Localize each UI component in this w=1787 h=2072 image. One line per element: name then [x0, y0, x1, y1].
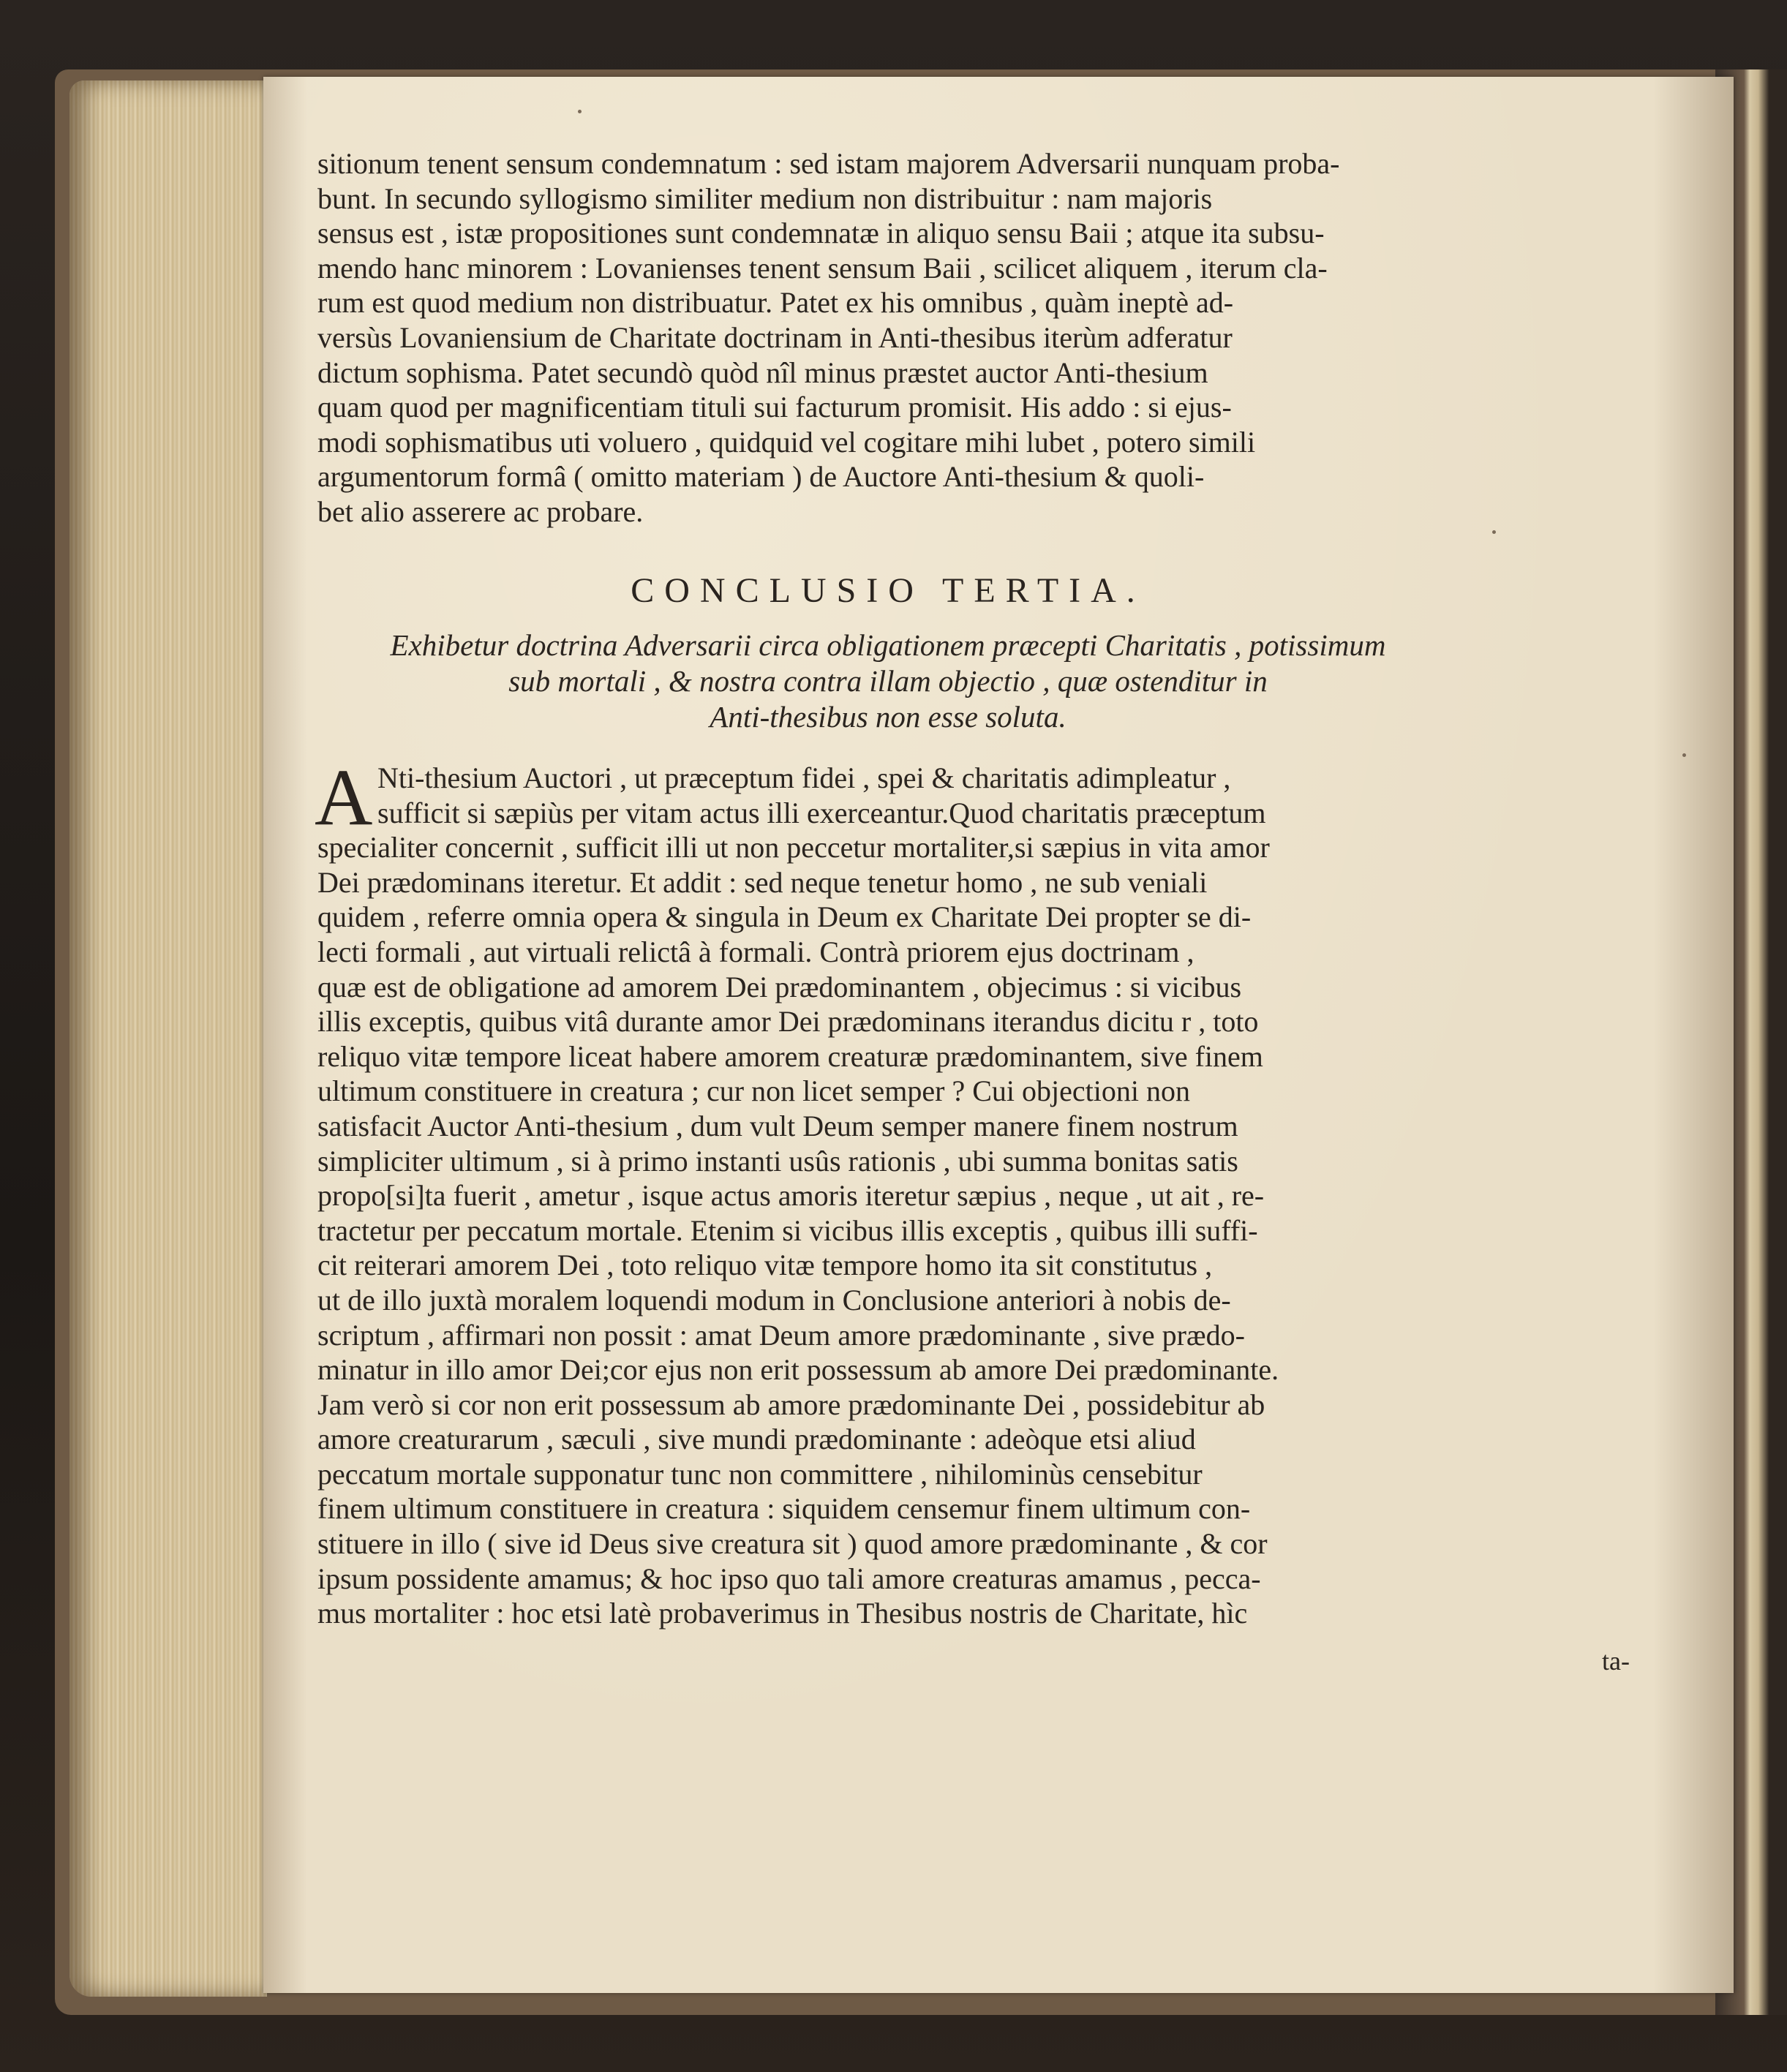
text-line: illis exceptis, quibus vitâ durante amor Dei prædominans iterandus dicitu r , toto — [317, 1005, 1259, 1039]
section-subtitle — [317, 628, 1459, 735]
text-line: lecti formali , aut virtuali relictâ à formali. Contrà priorem ejus doctrinam , — [317, 935, 1195, 968]
text-line: Dei prædominans iteretur. Et addit : sed neque tenetur homo , ne sub veniali — [317, 865, 1208, 899]
text-line: sitionum tenent sensum condemnatum : sed istam majorem Adversarii nunquam proba- — [317, 147, 1340, 180]
text-line: versùs Lovaniensium de Charitate doctrinam in Anti-thesibus iterùm adferatur — [317, 320, 1233, 354]
text-line: bunt. In secundo syllogismo similiter medium non distribuitur : nam majoris — [317, 181, 1213, 215]
ink-speck — [1682, 753, 1686, 757]
text-line: ultimum constituere in creatura ; cur non licet semper ? Cui objectioni non — [317, 1074, 1190, 1108]
text-line: ipsum possidente amamus; & hoc ipso quo tali amore creaturas amamus , pecca- — [317, 1561, 1261, 1595]
text-line: mendo hanc minorem : Lovanienses tenent sensum Baii , scilicet aliquem , iterum cla- — [317, 251, 1328, 285]
text-line: simpliciter ultimum , si à primo instanti usûs rationis , ubi summa bonitas satis — [317, 1144, 1238, 1178]
catchword: ta- — [1602, 1646, 1630, 1676]
top-paragraph — [317, 146, 1459, 530]
text-line: argumentorum formâ ( omitto materiam ) de Auctore Anti-thesium & quoli- — [317, 460, 1205, 494]
text-line: ut de illo juxtà moralem loquendi modum in Conclusione anteriori à nobis de- — [317, 1283, 1231, 1316]
text-line: modi sophismatibus uti voluero , quidquid vel cogitare mihi lubet , potero simili — [317, 425, 1256, 459]
text-line: satisfacit Auctor Anti-thesium , dum vult Deum semper manere finem nostrum — [317, 1109, 1238, 1142]
text-line: stituere in illo ( sive id Deus sive creatura sit ) quod amore prædominante , & cor — [317, 1527, 1268, 1561]
text-line: cit reiterari amorem Dei , toto reliquo vitæ tempore homo ita sit constitutus , — [317, 1248, 1213, 1282]
page-edges — [69, 80, 267, 1997]
text-line: propo[si]ta fuerit , ametur , isque actus amoris iteretur sæpius , neque , ut ait , re- — [317, 1179, 1265, 1213]
drop-cap: A — [315, 753, 373, 842]
main-paragraph — [315, 753, 1459, 1631]
text-line: Nti-thesium Auctori , ut præceptum fidei , spei & charitatis adimpleatur , — [377, 761, 1231, 794]
text-line: peccatum mortale supponatur tunc non committere , nihilominùs censebitur — [317, 1457, 1203, 1491]
text-line: sensus est , istæ propositiones sunt condemnatæ in aliquo sensu Baii ; atque ita subsu- — [317, 216, 1325, 250]
text-line: minatur in illo amor Dei;cor ejus non erit possessum ab amore Dei prædominante. — [317, 1353, 1279, 1387]
subtitle-line: Exhibetur doctrina Adversarii circa obligationem præcepti Charitatis , potissimum — [390, 628, 1386, 662]
text-line: rum est quod medium non distribuatur. Patet ex his omnibus , quàm ineptè ad- — [317, 286, 1234, 320]
subtitle-line: Anti-thesibus non esse soluta. — [710, 700, 1066, 734]
text-line: reliquo vitæ tempore liceat habere amorem creaturæ prædominantem, sive finem — [317, 1039, 1263, 1073]
text-line: Jam verò si cor non erit possessum ab amore prædominante Dei , possidebitur ab — [317, 1387, 1265, 1421]
text-line: bet alio asserere ac probare. — [317, 494, 644, 528]
text-line: quam quod per magnificentiam tituli sui facturum promisit. His addo : si ejus- — [317, 391, 1232, 424]
section-heading: CONCLUSIO TERTIA. — [631, 571, 1145, 610]
text-line: quæ est de obligatione ad amorem Dei prædominantem , objecimus : si vicibus — [317, 970, 1242, 1003]
text-line: amore creaturarum , sæculi , sive mundi prædominante : adeòque etsi aliud — [317, 1423, 1196, 1456]
text-line: quidem , referre omnia opera & singula in Deum ex Charitate Dei propter se di- — [317, 900, 1252, 934]
text-line: specialiter concernit , sufficit illi ut non peccetur mortaliter,si sæpius in vita amor — [317, 831, 1270, 864]
text-line: dictum sophisma. Patet secundò quòd nîl minus præstet auctor Anti-thesium — [317, 355, 1208, 389]
ink-speck — [578, 110, 582, 113]
subtitle-line: sub mortali , & nostra contra illam objectio , quæ ostenditur in — [508, 664, 1268, 698]
ink-speck — [1492, 530, 1496, 534]
text-line: tractetur per peccatum mortale. Etenim si vicibus illis exceptis , quibus illi suffi- — [317, 1213, 1258, 1247]
text-line: finem ultimum constituere in creatura : siquidem censemur finem ultimum con- — [317, 1492, 1251, 1526]
text-line: mus mortaliter : hoc etsi latè probaverimus in Thesibus nostris de Charitate, hìc — [317, 1597, 1248, 1630]
text-line: sufficit si sæpiùs per vitam actus illi exerceantur.Quod charitatis præceptum — [377, 796, 1266, 829]
text-line: scriptum , affirmari non possit : amat Deum amore prædominante , sive prædo- — [317, 1318, 1245, 1352]
